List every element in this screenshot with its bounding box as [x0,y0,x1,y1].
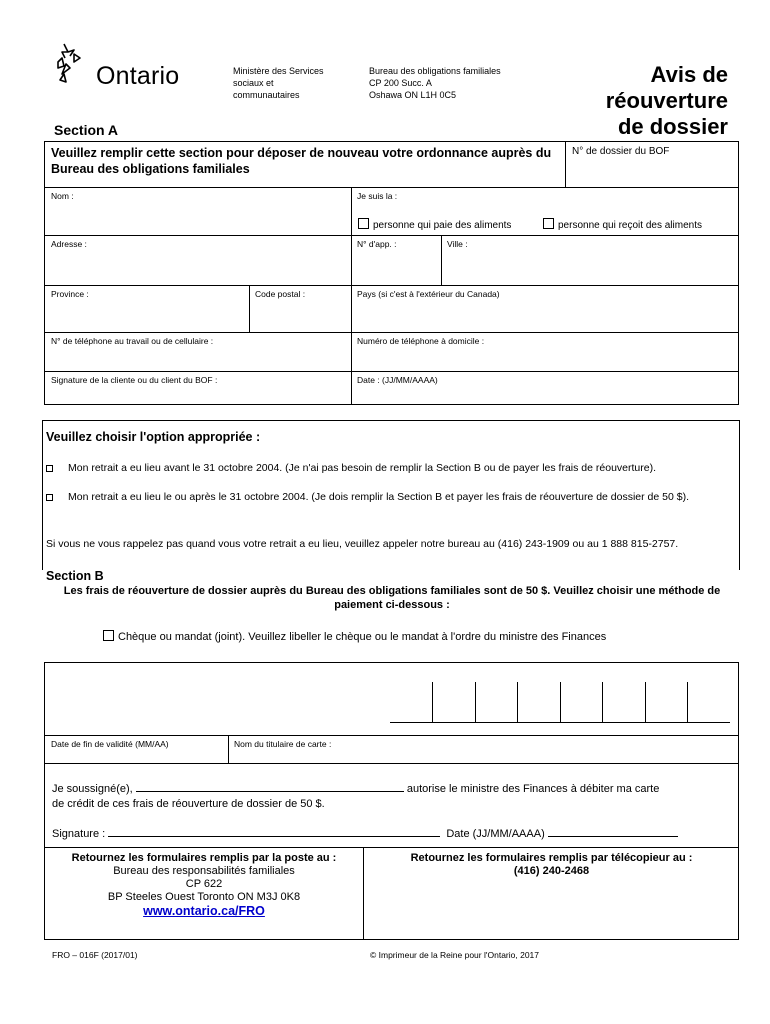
section-b-fee-text: Les frais de réouverture de dossier auprès du Bureau des obligations familiales sont de 50 $. Veuillez choisir une méthode de paiement ci-dessous : [63,585,721,611]
home-phone-field[interactable]: Numéro de téléphone à domicile : [357,336,485,346]
card-signature-line[interactable] [108,825,440,837]
cheque-option[interactable]: Chèque ou mandat (joint). Veuillez libeller le chèque ou le mandat à l'ordre du ministre des Finances [103,630,606,643]
authorizer-name-line[interactable] [136,780,404,792]
client-signature-field[interactable]: Signature de la cliente ou du client du BOF : [51,375,218,385]
logo-wordmark: Ontario [96,62,180,90]
card-number-field[interactable] [390,682,730,722]
date-field[interactable]: Date : (JJ/MM/AAAA) [357,375,438,385]
website-link[interactable]: www.ontario.ca/FRO [143,904,265,918]
province-field[interactable]: Province : [51,289,89,299]
card-date-line[interactable] [548,825,678,837]
ontario-logo [52,40,192,95]
cardholder-name-field[interactable]: Nom du titulaire de carte : [234,739,332,749]
section-b-heading: Section B [46,569,104,583]
trillium-icon [52,40,98,88]
work-phone-field[interactable]: N° de téléphone au travail ou de cellulaire : [51,336,214,346]
country-field[interactable]: Pays (si c'est à l'extérieur du Canada) [357,289,500,299]
option-after-2004[interactable]: Mon retrait a eu lieu le ou après le 31 octobre 2004. (Je dois remplir la Section B et payer les frais de réouverture de dossier de 50 $). [46,491,726,504]
section-a-form [44,141,739,405]
mail-return-block: Retournez les formulaires remplis par la poste au : Bureau des responsabilités familiales CP 622 BP Steeles Ouest Toronto ON M3J 0K8 www.ontario.ca/FRO [45,852,363,918]
options-note: Si vous ne vous rappelez pas quand vous votre retrait a eu lieu, veuillez appeler notre bureau au (416) 243-1909 ou au 1 888 815-2757. [46,538,679,550]
option-before-2004[interactable]: Mon retrait a eu lieu avant le 31 octobre 2004. (Je n'ai pas besoin de remplir la Section B ou de payer les frais de réouverture). [46,462,726,475]
payer-checkbox[interactable]: personne qui paie des aliments [358,218,511,231]
checkbox-icon[interactable] [543,218,554,229]
section-a-heading: Section A [54,122,119,138]
options-heading: Veuillez choisir l'option appropriée : [46,430,261,444]
bureau-address: Bureau des obligations familiales CP 200 Succ. A Oshawa ON L1H 0C5 [369,66,501,100]
card-signature-row: Signature : Date (JJ/MM/AAAA) [52,825,678,840]
fro-file-number-field[interactable]: N° de dossier du BOF [572,146,670,157]
i-am-label: Je suis la : [357,191,398,201]
checkbox-icon[interactable] [46,465,53,472]
form-id: FRO – 016F (2017/01) [52,950,138,960]
name-field[interactable]: Nom : [51,191,74,201]
checkbox-icon[interactable] [358,218,369,229]
section-a-instruction: Veuillez remplir cette section pour déposer de nouveau votre ordonnance auprès du Bureau des obligations familiales [51,146,552,176]
ministry-name: Ministère des Services sociaux et communautaires [233,66,324,100]
expiry-date-field[interactable]: Date de fin de validité (MM/AA) [51,739,169,749]
checkbox-icon[interactable] [103,630,114,641]
city-field[interactable]: Ville : [447,239,468,249]
recipient-checkbox[interactable]: personne qui reçoit des aliments [543,218,702,231]
fax-return-block: Retournez les formulaires remplis par télécopieur au : (416) 240-2468 [410,852,693,877]
address-field[interactable]: Adresse : [51,239,87,249]
postal-code-field[interactable]: Code postal : [255,289,306,299]
apartment-field[interactable]: N° d'app. : [357,239,397,249]
checkbox-icon[interactable] [46,494,53,501]
copyright: © Imprimeur de la Reine pour l'Ontario, 2017 [370,950,539,960]
authorization-text: Je soussigné(e), autorise le ministre des Finances à débiter ma carte de crédit de ces frais de réouverture de dossier de 50 $. [52,780,742,812]
form-title: Avis de réouverture de dossier [605,62,728,139]
